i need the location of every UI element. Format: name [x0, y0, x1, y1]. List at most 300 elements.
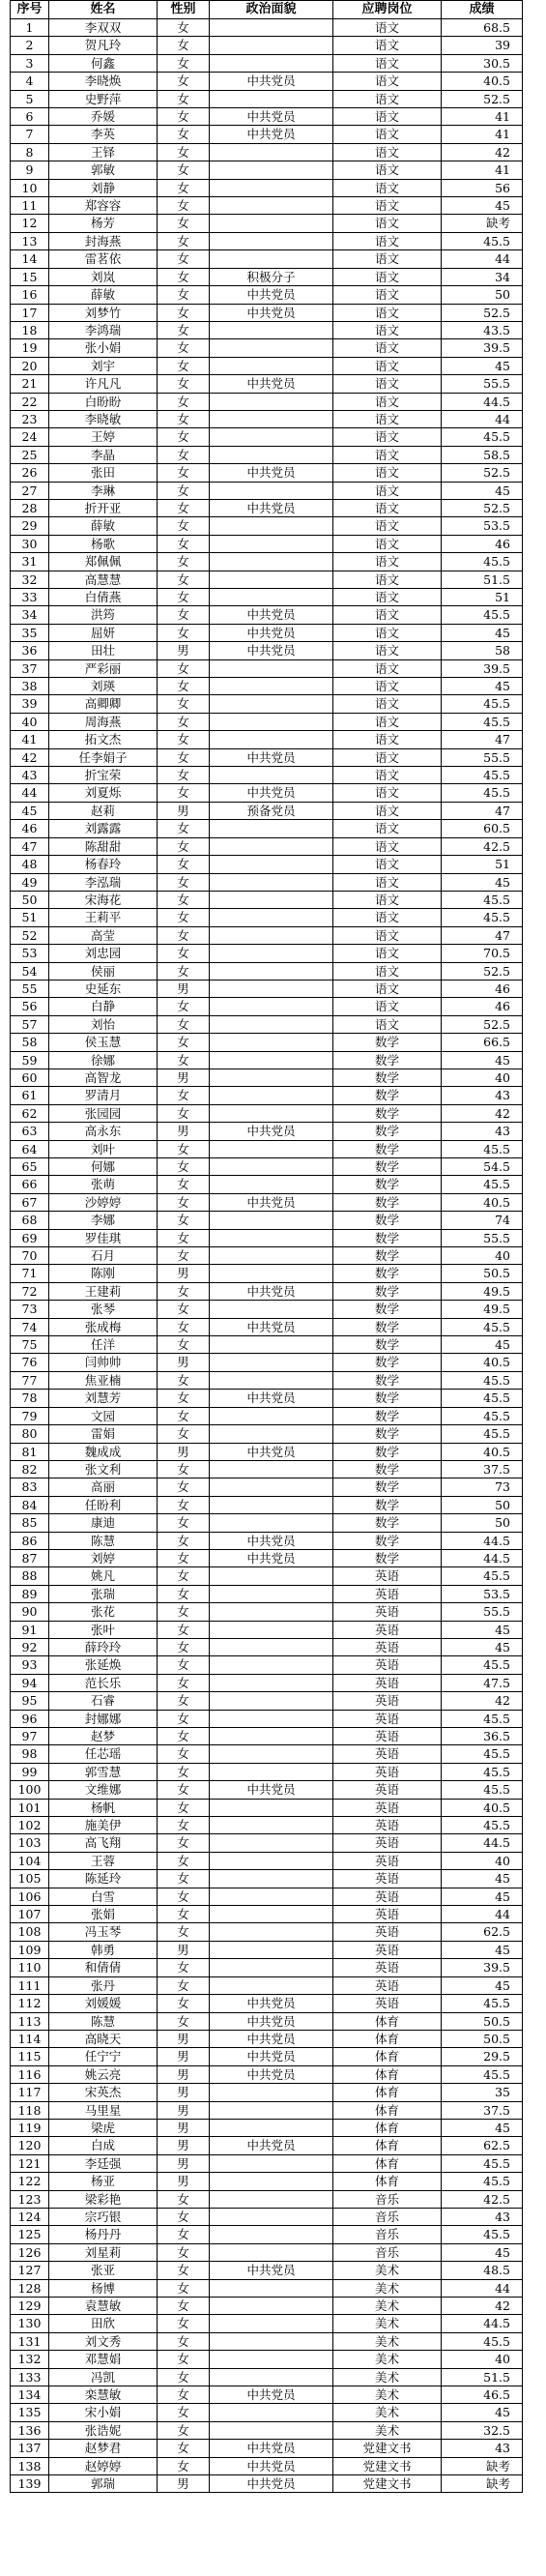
- cell-gender: 女: [158, 1034, 210, 1051]
- cell-score: 37.5: [442, 1460, 523, 1478]
- cell-gender: 女: [158, 1532, 210, 1549]
- cell-score: 29.5: [442, 2048, 523, 2065]
- table-row: [11, 2421, 523, 2439]
- cell-index: 85: [11, 1514, 49, 1532]
- cell-gender: 女: [158, 909, 210, 926]
- cell-index: 48: [11, 856, 49, 873]
- cell-index: 69: [11, 1229, 49, 1246]
- cell-score: 47: [442, 926, 523, 944]
- cell-index: 89: [11, 1585, 49, 1602]
- cell-score: 42.5: [442, 837, 523, 855]
- table-row: [11, 1656, 523, 1674]
- cell-position: 美术: [333, 2421, 442, 2439]
- cell-position: 英语: [333, 1674, 442, 1691]
- cell-position: 语文: [333, 731, 442, 748]
- cell-name: 李晶: [49, 446, 158, 463]
- cell-gender: 女: [158, 589, 210, 606]
- cell-score: 36.5: [442, 1728, 523, 1745]
- cell-political-status: [210, 1621, 333, 1638]
- cell-gender: 女: [158, 1870, 210, 1888]
- table-row: [11, 856, 523, 873]
- cell-position: 语文: [333, 856, 442, 873]
- cell-index: 46: [11, 820, 49, 837]
- cell-name: 刘露露: [49, 820, 158, 837]
- cell-score: 50: [442, 1514, 523, 1532]
- cell-score: 45: [442, 357, 523, 374]
- cell-position: 音乐: [333, 2190, 442, 2208]
- table-row: [11, 375, 523, 393]
- cell-gender: 女: [158, 357, 210, 374]
- cell-position: 语文: [333, 891, 442, 908]
- cell-gender: 女: [158, 2457, 210, 2474]
- cell-political-status: [210, 1585, 333, 1602]
- table-row: [11, 945, 523, 962]
- cell-name: 高飞翔: [49, 1834, 158, 1852]
- table-row: [11, 37, 523, 54]
- cell-position: 体育: [333, 2065, 442, 2083]
- cell-gender: 男: [158, 2048, 210, 2065]
- cell-name: 白静: [49, 998, 158, 1015]
- cell-political-status: [210, 1745, 333, 1763]
- cell-name: 任宁宁: [49, 2048, 158, 2065]
- cell-index: 95: [11, 1692, 49, 1710]
- cell-political-status: [210, 2421, 333, 2439]
- cell-score: 45.5: [442, 767, 523, 784]
- cell-score: 45: [442, 624, 523, 641]
- table-row: [11, 464, 523, 482]
- cell-position: 美术: [333, 2368, 442, 2386]
- table-row: [11, 73, 523, 90]
- cell-political-status: [210, 553, 333, 571]
- cell-gender: 女: [158, 1212, 210, 1229]
- cell-gender: 男: [158, 2119, 210, 2136]
- cell-name: 杨博: [49, 2279, 158, 2297]
- cell-political-status: [210, 1247, 333, 1265]
- cell-name: 侯丽: [49, 962, 158, 980]
- cell-name: 张亚: [49, 2262, 158, 2279]
- table-row: [11, 1995, 523, 2012]
- cell-index: 1: [11, 19, 49, 37]
- table-row: [11, 161, 523, 179]
- cell-position: 数学: [333, 1336, 442, 1354]
- cell-position: 体育: [333, 2119, 442, 2136]
- cell-gender: 女: [158, 517, 210, 535]
- cell-name: 韩勇: [49, 1941, 158, 1958]
- cell-score: 45.5: [442, 784, 523, 802]
- cell-name: 李泓瑞: [49, 873, 158, 891]
- cell-index: 40: [11, 713, 49, 730]
- cell-name: 张娟: [49, 1906, 158, 1923]
- cell-name: 李琳: [49, 482, 158, 499]
- table-row: [11, 1976, 523, 1994]
- table-row: [11, 1834, 523, 1852]
- cell-index: 121: [11, 2154, 49, 2172]
- cell-political-status: [210, 1941, 333, 1958]
- cell-index: 136: [11, 2421, 49, 2439]
- cell-index: 54: [11, 962, 49, 980]
- cell-score: 66.5: [442, 1034, 523, 1051]
- cell-gender: 女: [158, 2298, 210, 2315]
- cell-index: 64: [11, 1140, 49, 1157]
- cell-score: 45: [442, 1051, 523, 1068]
- table-row: [11, 2440, 523, 2457]
- cell-gender: 女: [158, 2226, 210, 2243]
- table-row: [11, 1015, 523, 1033]
- cell-name: 史野萍: [49, 90, 158, 107]
- cell-political-status: [210, 1976, 333, 1994]
- cell-name: 高莹: [49, 926, 158, 944]
- cell-score: 45.5: [442, 606, 523, 624]
- cell-position: 英语: [333, 1745, 442, 1763]
- cell-political-status: [210, 1265, 333, 1282]
- table-row: [11, 1549, 523, 1566]
- cell-position: 体育: [333, 2030, 442, 2047]
- cell-index: 57: [11, 1015, 49, 1033]
- cell-index: 78: [11, 1390, 49, 1407]
- cell-name: 张田: [49, 464, 158, 482]
- cell-political-status: 中共党员: [210, 2457, 333, 2474]
- cell-score: 45.5: [442, 1140, 523, 1157]
- cell-score: 45: [442, 2404, 523, 2421]
- cell-name: 乔媛: [49, 108, 158, 126]
- cell-index: 71: [11, 1265, 49, 1282]
- table-row: [11, 1923, 523, 1941]
- cell-name: 姚凡: [49, 1567, 158, 1585]
- cell-score: 52.5: [442, 499, 523, 516]
- cell-gender: 女: [158, 1140, 210, 1157]
- cell-name: 洪筠: [49, 606, 158, 624]
- cell-position: 语文: [333, 962, 442, 980]
- cell-political-status: [210, 1212, 333, 1229]
- cell-score: 62.5: [442, 2137, 523, 2154]
- cell-index: 119: [11, 2119, 49, 2136]
- cell-index: 128: [11, 2279, 49, 2297]
- table-row: [11, 197, 523, 215]
- table-row: [11, 2101, 523, 2119]
- cell-gender: 女: [158, 1674, 210, 1691]
- cell-index: 18: [11, 321, 49, 338]
- table-row: [11, 1763, 523, 1780]
- cell-score: 51: [442, 856, 523, 873]
- cell-political-status: [210, 215, 333, 232]
- cell-gender: 女: [158, 535, 210, 552]
- cell-name: 张园园: [49, 1104, 158, 1122]
- cell-score: 55.5: [442, 1603, 523, 1621]
- cell-index: 52: [11, 926, 49, 944]
- cell-gender: 女: [158, 1567, 210, 1585]
- table-row: [11, 1567, 523, 1585]
- cell-index: 79: [11, 1407, 49, 1424]
- cell-political-status: [210, 2226, 333, 2243]
- table-row: [11, 2475, 523, 2493]
- cell-political-status: 中共党员: [210, 784, 333, 802]
- cell-score: 43: [442, 1087, 523, 1104]
- cell-score: 45.5: [442, 909, 523, 926]
- cell-name: 马里星: [49, 2101, 158, 2119]
- cell-name: 张文利: [49, 1460, 158, 1478]
- cell-position: 语文: [333, 713, 442, 730]
- cell-name: 李英: [49, 126, 158, 143]
- cell-political-status: 中共党员: [210, 1390, 333, 1407]
- cell-name: 高永东: [49, 1123, 158, 1140]
- cell-index: 134: [11, 2386, 49, 2404]
- table-row: [11, 1852, 523, 1869]
- cell-position: 数学: [333, 1265, 442, 1282]
- cell-position: 语文: [333, 90, 442, 107]
- table-row: [11, 2137, 523, 2154]
- cell-position: 语文: [333, 642, 442, 659]
- cell-gender: 女: [158, 1193, 210, 1211]
- cell-position: 语文: [333, 695, 442, 713]
- table-row: [11, 1496, 523, 1513]
- cell-political-status: [210, 945, 333, 962]
- cell-political-status: 中共党员: [210, 748, 333, 766]
- cell-political-status: [210, 357, 333, 374]
- cell-index: 94: [11, 1674, 49, 1691]
- cell-name: 雷茗依: [49, 250, 158, 268]
- cell-position: 语文: [333, 250, 442, 268]
- cell-position: 语文: [333, 659, 442, 677]
- cell-index: 132: [11, 2351, 49, 2368]
- cell-gender: 女: [158, 659, 210, 677]
- cell-name: 冯玉琴: [49, 1923, 158, 1941]
- cell-name: 刘慧芳: [49, 1390, 158, 1407]
- cell-index: 133: [11, 2368, 49, 2386]
- cell-political-status: [210, 161, 333, 179]
- cell-index: 10: [11, 179, 49, 196]
- cell-gender: 男: [158, 1265, 210, 1282]
- cell-name: 刘忠园: [49, 945, 158, 962]
- cell-gender: 女: [158, 2315, 210, 2332]
- cell-name: 李晓焕: [49, 73, 158, 90]
- cell-political-status: 中共党员: [210, 1549, 333, 1566]
- cell-position: 语文: [333, 339, 442, 357]
- cell-gender: 女: [158, 1247, 210, 1265]
- cell-position: 英语: [333, 1852, 442, 1869]
- cell-name: 刘文秀: [49, 2332, 158, 2350]
- cell-index: 82: [11, 1460, 49, 1478]
- table-row: [11, 1104, 523, 1122]
- cell-political-status: [210, 1158, 333, 1176]
- cell-score: 45: [442, 2119, 523, 2136]
- cell-score: 46: [442, 535, 523, 552]
- cell-index: 58: [11, 1034, 49, 1051]
- table-row: [11, 2368, 523, 2386]
- cell-index: 34: [11, 606, 49, 624]
- cell-political-status: 中共党员: [210, 286, 333, 304]
- cell-political-status: [210, 1728, 333, 1745]
- cell-position: 数学: [333, 1140, 442, 1157]
- cell-name: 陈刚: [49, 1265, 158, 1282]
- cell-score: 40.5: [442, 73, 523, 90]
- cell-political-status: [210, 1087, 333, 1104]
- cell-index: 105: [11, 1870, 49, 1888]
- cell-name: 任洋: [49, 1336, 158, 1354]
- cell-score: 43: [442, 2208, 523, 2225]
- cell-political-status: [210, 1371, 333, 1389]
- cell-political-status: [210, 873, 333, 891]
- cell-name: 郑容容: [49, 197, 158, 215]
- cell-gender: 女: [158, 1728, 210, 1745]
- cell-score: 39.5: [442, 659, 523, 677]
- cell-score: 37.5: [442, 2101, 523, 2119]
- cell-gender: 女: [158, 304, 210, 321]
- cell-gender: 女: [158, 250, 210, 268]
- cell-political-status: [210, 926, 333, 944]
- cell-name: 宋海花: [49, 891, 158, 908]
- cell-position: 语文: [333, 1015, 442, 1033]
- cell-index: 53: [11, 945, 49, 962]
- cell-gender: 女: [158, 339, 210, 357]
- cell-gender: 女: [158, 820, 210, 837]
- cell-gender: 女: [158, 1549, 210, 1566]
- cell-gender: 女: [158, 1995, 210, 2012]
- cell-score: 45.5: [442, 2226, 523, 2243]
- cell-political-status: [210, 1603, 333, 1621]
- cell-gender: 女: [158, 1371, 210, 1389]
- cell-name: 刘媛媛: [49, 1995, 158, 2012]
- cell-gender: 女: [158, 2243, 210, 2261]
- table-row: [11, 1229, 523, 1246]
- cell-political-status: 中共党员: [210, 1193, 333, 1211]
- table-row: [11, 1959, 523, 1976]
- cell-index: 110: [11, 1959, 49, 1976]
- table-row: [11, 1532, 523, 1549]
- cell-name: 李鸿瑞: [49, 321, 158, 338]
- cell-position: 语文: [333, 945, 442, 962]
- cell-index: 45: [11, 802, 49, 819]
- cell-political-status: 中共党员: [210, 1781, 333, 1799]
- cell-gender: 女: [158, 1176, 210, 1193]
- cell-index: 65: [11, 1158, 49, 1176]
- table-row: [11, 268, 523, 285]
- cell-gender: 女: [158, 321, 210, 338]
- cell-position: 语文: [333, 304, 442, 321]
- table-body: [11, 19, 523, 2493]
- cell-score: 54.5: [442, 1158, 523, 1176]
- cell-position: 美术: [333, 2386, 442, 2404]
- cell-name: 姚云亮: [49, 2065, 158, 2083]
- cell-score: 58.5: [442, 446, 523, 463]
- cell-position: 语文: [333, 375, 442, 393]
- cell-gender: 女: [158, 1888, 210, 1905]
- cell-position: 数学: [333, 1371, 442, 1389]
- cell-score: 42: [442, 1692, 523, 1710]
- cell-index: 80: [11, 1425, 49, 1443]
- cell-gender: 女: [158, 499, 210, 516]
- cell-index: 27: [11, 482, 49, 499]
- cell-political-status: [210, 37, 333, 54]
- cell-position: 英语: [333, 1870, 442, 1888]
- table-row: [11, 1301, 523, 1318]
- cell-score: 52.5: [442, 962, 523, 980]
- table-row: [11, 1941, 523, 1958]
- cell-position: 语文: [333, 802, 442, 819]
- cell-political-status: [210, 321, 333, 338]
- cell-position: 语文: [333, 161, 442, 179]
- cell-gender: 女: [158, 1104, 210, 1122]
- table-row: [11, 2386, 523, 2404]
- cell-name: 魏成成: [49, 1443, 158, 1460]
- cell-political-status: [210, 1817, 333, 1834]
- cell-score: 50.5: [442, 2030, 523, 2047]
- cell-name: 严彩丽: [49, 659, 158, 677]
- table-row: [11, 1123, 523, 1140]
- cell-score: 44.5: [442, 393, 523, 410]
- cell-index: 33: [11, 589, 49, 606]
- cell-index: 61: [11, 1087, 49, 1104]
- cell-score: 41: [442, 108, 523, 126]
- cell-score: 43.5: [442, 321, 523, 338]
- cell-position: 体育: [333, 2101, 442, 2119]
- table-row: [11, 1247, 523, 1265]
- cell-position: 语文: [333, 143, 442, 161]
- cell-position: 数学: [333, 1176, 442, 1193]
- cell-score: 58: [442, 642, 523, 659]
- table-row: [11, 802, 523, 819]
- cell-gender: 女: [158, 19, 210, 37]
- cell-position: 美术: [333, 2315, 442, 2332]
- cell-name: 王蓉: [49, 1852, 158, 1869]
- cell-political-status: [210, 1104, 333, 1122]
- cell-name: 薛玲玲: [49, 1638, 158, 1655]
- cell-gender: 女: [158, 713, 210, 730]
- cell-gender: 女: [158, 1478, 210, 1496]
- cell-name: 冯凯: [49, 2368, 158, 2386]
- cell-gender: 女: [158, 1318, 210, 1335]
- cell-political-status: 中共党员: [210, 2012, 333, 2030]
- cell-political-status: [210, 1674, 333, 1691]
- cell-name: 侯玉慧: [49, 1034, 158, 1051]
- table-row: [11, 2119, 523, 2136]
- cell-position: 数学: [333, 1104, 442, 1122]
- cell-political-status: [210, 1496, 333, 1513]
- cell-score: 44: [442, 1906, 523, 1923]
- cell-score: 41: [442, 161, 523, 179]
- table-row: [11, 2226, 523, 2243]
- cell-gender: 女: [158, 410, 210, 427]
- cell-position: 英语: [333, 1906, 442, 1923]
- cell-gender: 女: [158, 998, 210, 1015]
- cell-gender: 女: [158, 268, 210, 285]
- cell-score: 49.5: [442, 1301, 523, 1318]
- cell-position: 英语: [333, 1638, 442, 1655]
- cell-political-status: [210, 1478, 333, 1496]
- cell-gender: 女: [158, 2332, 210, 2350]
- cell-gender: 女: [158, 1390, 210, 1407]
- cell-index: 135: [11, 2404, 49, 2421]
- cell-name: 和倩倩: [49, 1959, 158, 1976]
- cell-score: 46.5: [442, 2386, 523, 2404]
- cell-index: 36: [11, 642, 49, 659]
- cell-index: 96: [11, 1710, 49, 1727]
- table-row: [11, 2262, 523, 2279]
- cell-score: 缺考: [442, 2457, 523, 2474]
- cell-score: 45.5: [442, 2065, 523, 2083]
- cell-score: 39: [442, 37, 523, 54]
- cell-score: 45.5: [442, 1390, 523, 1407]
- cell-position: 英语: [333, 1817, 442, 1834]
- table-row: [11, 1638, 523, 1655]
- cell-name: 石月: [49, 1247, 158, 1265]
- cell-score: 50: [442, 286, 523, 304]
- table-row: [11, 1799, 523, 1816]
- cell-political-status: [210, 232, 333, 249]
- cell-political-status: [210, 446, 333, 463]
- cell-position: 语文: [333, 197, 442, 215]
- cell-gender: 女: [158, 482, 210, 499]
- cell-gender: 男: [158, 802, 210, 819]
